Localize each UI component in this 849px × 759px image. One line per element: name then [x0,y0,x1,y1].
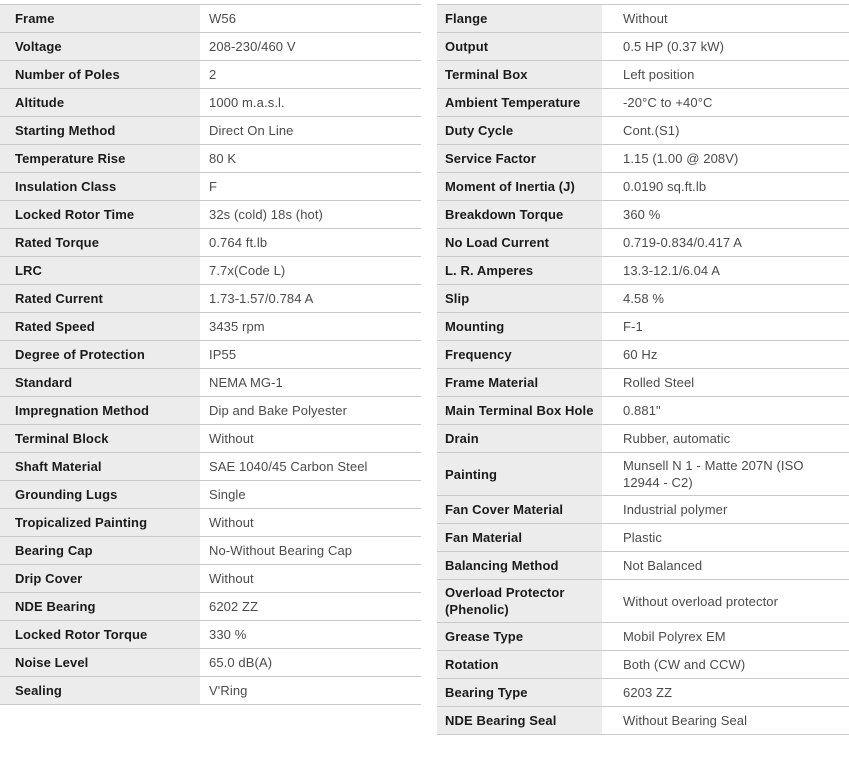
spec-row [437,201,849,229]
spec-value: Mobil Polyrex EM [623,629,726,644]
spec-label: Service Factor [437,145,602,172]
spec-value: 65.0 dB(A) [209,655,273,670]
spec-value: Without Bearing Seal [623,713,748,728]
spec-row [0,145,421,173]
spec-value: No-Without Bearing Cap [209,543,353,558]
spec-label: Fan Material [437,524,602,551]
spec-row [0,61,421,89]
spec-value: 0.764 ft.lb [209,235,268,250]
spec-row [437,117,849,145]
spec-value: 3435 rpm [209,319,265,334]
spec-label: Balancing Method [437,552,602,579]
spec-row [437,679,849,707]
spec-value: Both (CW and CCW) [623,657,746,672]
spec-row [0,257,421,285]
spec-label: Starting Method [0,117,200,144]
spec-label: Standard [0,369,200,396]
spec-value: 1.73-1.57/0.784 A [209,291,314,306]
spec-value: Without [623,11,668,26]
spec-row [437,369,849,397]
spec-value: 32s (cold) 18s (hot) [209,207,323,222]
spec-label: Painting [437,453,602,495]
spec-value: IP55 [209,347,237,362]
spec-value: Not Balanced [623,558,703,573]
spec-label: NDE Bearing [0,593,200,620]
spec-value: Without [209,571,254,586]
spec-row [0,285,421,313]
spec-value: 1000 m.a.s.l. [209,95,285,110]
spec-label: Locked Rotor Torque [0,621,200,648]
spec-row [0,509,421,537]
spec-label: Rotation [437,651,602,678]
spec-label: Drip Cover [0,565,200,592]
spec-value: 7.7x(Code L) [209,263,286,278]
spec-label: Frequency [437,341,602,368]
spec-label: Degree of Protection [0,341,200,368]
spec-label: Output [437,33,602,60]
spec-value: 360 % [623,207,661,222]
spec-value: 0.0190 sq.ft.lb [623,179,707,194]
spec-label: Duty Cycle [437,117,602,144]
spec-row [437,33,849,61]
spec-label: Rated Current [0,285,200,312]
spec-row [437,313,849,341]
spec-label: Main Terminal Box Hole [437,397,602,424]
spec-label: Temperature Rise [0,145,200,172]
spec-label: Shaft Material [0,453,200,480]
spec-label: Ambient Temperature [437,89,602,116]
spec-value: 80 K [209,151,237,166]
spec-label: Rated Speed [0,313,200,340]
spec-value: 6203 ZZ [623,685,673,700]
spec-label: Frame Material [437,369,602,396]
spec-row [0,677,421,705]
spec-value: 0.881" [623,403,661,418]
spec-label: Insulation Class [0,173,200,200]
spec-label: Bearing Cap [0,537,200,564]
spec-value: F-1 [623,319,643,334]
spec-value: Left position [623,67,695,82]
spec-value: Without [209,515,254,530]
spec-row [437,173,849,201]
spec-value: Munsell N 1 - Matte 207N (ISO 12944 - C2) [623,458,804,490]
spec-row [437,524,849,552]
spec-label: LRC [0,257,200,284]
spec-row [437,580,849,623]
spec-label: Flange [437,5,602,32]
spec-label: Sealing [0,677,200,704]
spec-row [437,651,849,679]
spec-row [0,425,421,453]
spec-label: Overload Protector (Phenolic) [437,580,602,622]
spec-row [0,173,421,201]
spec-value: 60 Hz [623,347,658,362]
spec-label: Altitude [0,89,200,116]
spec-row [0,229,421,257]
spec-value: NEMA MG-1 [209,375,283,390]
spec-row [437,623,849,651]
spec-row [437,89,849,117]
spec-label: Bearing Type [437,679,602,706]
spec-label: Terminal Block [0,425,200,452]
spec-value: Dip and Bake Polyester [209,403,348,418]
spec-label: Noise Level [0,649,200,676]
spec-row [0,481,421,509]
spec-label: Slip [437,285,602,312]
spec-row [437,61,849,89]
spec-value: Cont.(S1) [623,123,680,138]
spec-label: Drain [437,425,602,452]
spec-row [0,201,421,229]
spec-row [0,5,421,33]
spec-row [437,453,849,496]
spec-row [0,453,421,481]
spec-label: Tropicalized Painting [0,509,200,536]
spec-label: Grease Type [437,623,602,650]
spec-row [0,397,421,425]
spec-row [0,89,421,117]
spec-table-right [437,4,849,735]
spec-row [0,341,421,369]
spec-value: Rubber, automatic [623,431,731,446]
spec-row [437,145,849,173]
spec-table-left [0,4,421,705]
spec-value: SAE 1040/45 Carbon Steel [209,459,368,474]
spec-row [0,649,421,677]
spec-value: Rolled Steel [623,375,695,390]
spec-label: Breakdown Torque [437,201,602,228]
spec-row [437,341,849,369]
spec-value: 6202 ZZ [209,599,259,614]
spec-value: 13.3-12.1/6.04 A [623,263,721,278]
spec-value: Direct On Line [209,123,294,138]
spec-label: Voltage [0,33,200,60]
spec-value: Plastic [623,530,662,545]
spec-value: 208-230/460 V [209,39,296,54]
spec-value: -20°C to +40°C [623,95,713,110]
spec-label: Number of Poles [0,61,200,88]
spec-row [437,5,849,33]
spec-row [0,33,421,61]
spec-row [437,707,849,735]
spec-label: Grounding Lugs [0,481,200,508]
spec-label: Frame [0,5,200,32]
spec-label: Locked Rotor Time [0,201,200,228]
spec-value: Without overload protector [623,593,779,609]
spec-label: No Load Current [437,229,602,256]
spec-value: F [209,179,218,194]
spec-value: 0.719-0.834/0.417 A [623,235,743,250]
spec-value: 2 [209,67,217,82]
spec-value: Single [209,487,246,502]
spec-row [0,313,421,341]
spec-row [437,552,849,580]
spec-value: 330 % [209,627,247,642]
spec-value: Industrial polymer [623,502,728,517]
spec-row [437,229,849,257]
spec-row [0,117,421,145]
spec-value: 0.5 HP (0.37 kW) [623,39,725,54]
spec-label: Terminal Box [437,61,602,88]
spec-label: Impregnation Method [0,397,200,424]
spec-row [437,285,849,313]
spec-row [0,593,421,621]
spec-row [437,397,849,425]
spec-value: 4.58 % [623,291,665,306]
spec-value: 1.15 (1.00 @ 208V) [623,151,739,166]
spec-label: Fan Cover Material [437,496,602,523]
spec-row [437,257,849,285]
spec-row [437,496,849,524]
spec-row [0,537,421,565]
spec-label: Mounting [437,313,602,340]
spec-label: NDE Bearing Seal [437,707,602,734]
spec-value: Without [209,431,254,446]
spec-row [0,621,421,649]
spec-label: L. R. Amperes [437,257,602,284]
spec-row [0,565,421,593]
spec-value: V'Ring [209,683,248,698]
spec-label: Rated Torque [0,229,200,256]
spec-row [0,369,421,397]
spec-label: Moment of Inertia (J) [437,173,602,200]
spec-value: W56 [209,11,237,26]
spec-row [437,425,849,453]
